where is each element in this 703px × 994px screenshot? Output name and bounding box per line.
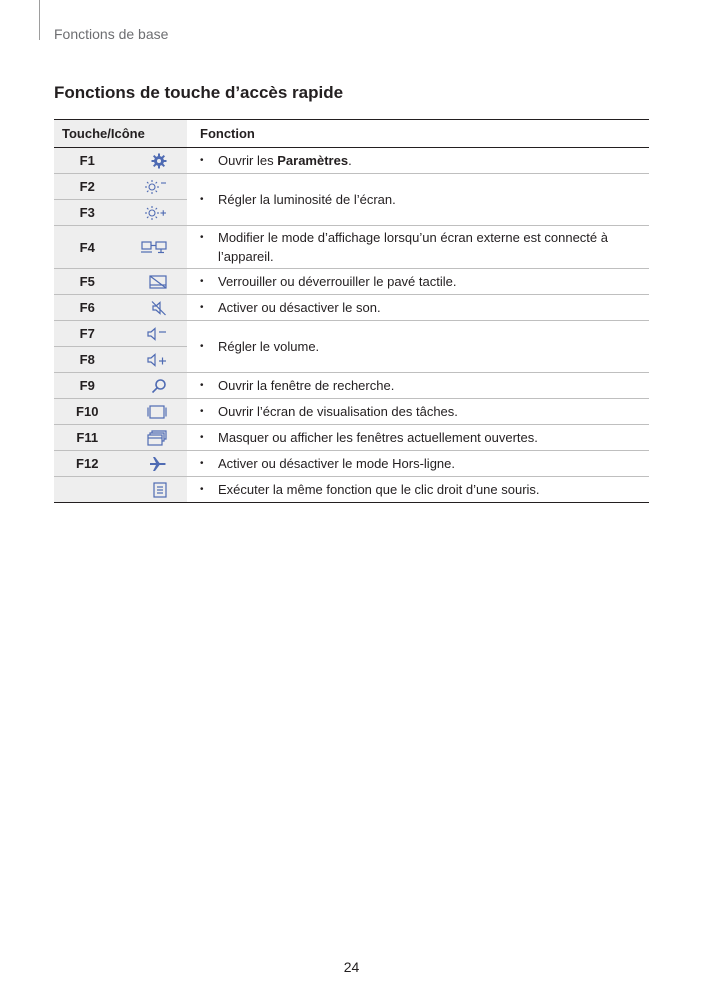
table-row	[54, 451, 649, 477]
function-cell	[187, 425, 649, 451]
volume-down-icon	[147, 326, 167, 342]
function-item: • Modifier le mode d’affichage lorsqu’un écran externe est connecté à l’appareil.	[200, 228, 635, 266]
table-row	[54, 148, 649, 174]
column-header-key: Touche/Icône	[54, 120, 187, 148]
function-cell	[187, 373, 649, 399]
key-label: F10	[54, 399, 121, 425]
table-row	[54, 295, 649, 321]
key-label: F1	[54, 148, 121, 174]
running-header: Fonctions de base	[54, 26, 169, 42]
page-number: 24	[343, 959, 360, 975]
display-mode-icon	[141, 239, 167, 255]
key-label: F12	[54, 451, 121, 477]
search-icon	[151, 378, 167, 394]
key-icon-cell	[121, 321, 188, 347]
function-cell	[187, 321, 649, 373]
key-label: F4	[54, 226, 121, 269]
function-cell	[187, 174, 649, 226]
table-row	[54, 226, 649, 269]
show-desktop-icon	[147, 430, 167, 446]
function-cell	[187, 399, 649, 425]
key-icon-cell	[121, 451, 188, 477]
key-icon-cell	[121, 373, 188, 399]
key-label: F2	[54, 174, 121, 200]
key-icon-cell	[121, 477, 188, 503]
function-item: • Verrouiller ou déverrouiller le pavé tactile.	[200, 272, 635, 291]
function-item: • Régler la luminosité de l’écran.	[200, 190, 635, 209]
function-cell	[187, 451, 649, 477]
key-label: F6	[54, 295, 121, 321]
function-cell	[187, 148, 649, 174]
key-label: F11	[54, 425, 121, 451]
key-icon-cell	[121, 148, 188, 174]
key-label: F5	[54, 269, 121, 295]
key-icon-cell	[121, 347, 188, 373]
mute-icon	[151, 300, 167, 316]
key-label: F9	[54, 373, 121, 399]
table-row	[54, 477, 649, 503]
table-row	[54, 373, 649, 399]
key-label: F3	[54, 200, 121, 226]
key-icon-cell	[121, 226, 188, 269]
function-cell	[187, 295, 649, 321]
key-icon-cell	[121, 269, 188, 295]
key-label: F8	[54, 347, 121, 373]
function-item: • Ouvrir la fenêtre de recherche.	[200, 376, 635, 395]
key-icon-cell	[121, 174, 188, 200]
context-menu-icon	[153, 482, 167, 498]
function-item: • Activer ou désactiver le mode Hors-ligne.	[200, 454, 635, 473]
airplane-icon	[149, 456, 167, 472]
function-item: • Régler le volume.	[200, 337, 635, 356]
function-item: • Activer ou désactiver le son.	[200, 298, 635, 317]
function-cell	[187, 477, 649, 503]
table-row	[54, 425, 649, 451]
function-item: • Exécuter la même fonction que le clic droit d’une souris.	[200, 480, 635, 499]
header-rule	[39, 0, 40, 40]
function-item: • Ouvrir l’écran de visualisation des tâches.	[200, 402, 635, 421]
function-cell	[187, 226, 649, 269]
function-cell	[187, 269, 649, 295]
task-view-icon	[147, 404, 167, 420]
volume-up-icon	[147, 352, 167, 368]
hotkey-table	[54, 119, 649, 503]
settings-label: Paramètres	[277, 153, 349, 168]
function-item: • Ouvrir les Paramètres.	[200, 151, 635, 170]
table-row	[54, 321, 649, 347]
key-icon-cell	[121, 295, 188, 321]
table-row	[54, 269, 649, 295]
brightness-down-icon	[145, 179, 167, 195]
key-label	[54, 477, 121, 503]
key-label: F7	[54, 321, 121, 347]
table-row	[54, 174, 649, 200]
key-icon-cell	[121, 399, 188, 425]
column-header-function: Fonction	[187, 120, 649, 148]
function-item: • Masquer ou afficher les fenêtres actuellement ouvertes.	[200, 428, 635, 447]
table-row	[54, 399, 649, 425]
brightness-up-icon	[145, 205, 167, 221]
touchpad-lock-icon	[149, 274, 167, 290]
gear-icon	[151, 153, 167, 169]
key-icon-cell	[121, 200, 188, 226]
page-title: Fonctions de touche d’accès rapide	[54, 83, 344, 102]
key-icon-cell	[121, 425, 188, 451]
